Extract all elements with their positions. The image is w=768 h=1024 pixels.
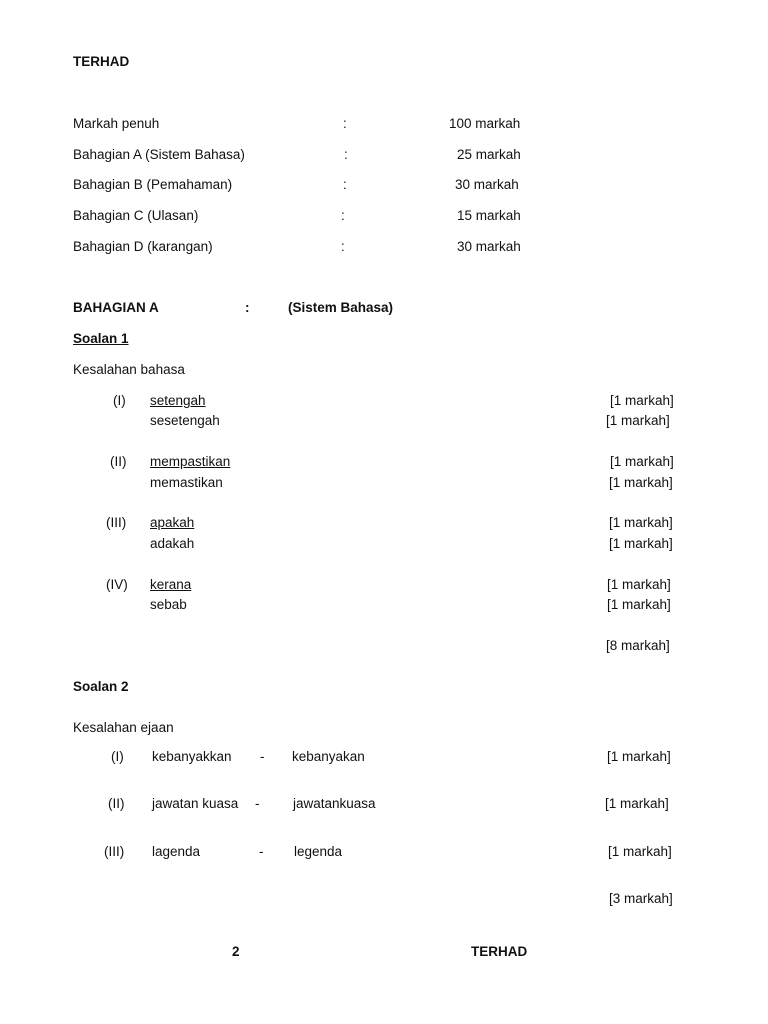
summary-separator: :	[343, 116, 347, 131]
mark-label: [1 markah]	[607, 577, 671, 592]
section-subtitle: (Sistem Bahasa)	[288, 300, 394, 315]
mark-label: [1 markah]	[608, 844, 672, 859]
summary-label: Bahagian A (Sistem Bahasa)	[73, 147, 245, 162]
soalan1-subtitle: Kesalahan bahasa	[73, 362, 185, 377]
summary-separator: :	[343, 177, 347, 192]
mark-label: [1 markah]	[610, 454, 674, 469]
footer-classification: TERHAD	[471, 944, 528, 959]
correct-word: adakah	[150, 536, 195, 551]
wrong-spelling: kebanyakkan	[152, 749, 232, 764]
soalan2-total: [3 markah]	[609, 891, 673, 906]
correct-word: sebab	[150, 597, 187, 612]
soalan2-subtitle: Kesalahan ejaan	[73, 720, 174, 735]
mark-label: [1 markah]	[607, 749, 671, 764]
soalan1-title: Soalan 1	[73, 331, 129, 346]
summary-label: Bahagian D (karangan)	[73, 239, 213, 254]
mark-label: [1 markah]	[606, 413, 670, 428]
soalan1-total: [8 markah]	[606, 638, 670, 653]
summary-value: 30 markah	[455, 177, 519, 192]
wrong-spelling: jawatan kuasa	[152, 796, 239, 811]
correct-word: sesetengah	[150, 413, 220, 428]
wrong-word: setengah	[150, 393, 206, 408]
item-number: (III)	[106, 515, 127, 530]
item-number: (IV)	[106, 577, 128, 592]
item-number: (II)	[108, 796, 125, 811]
correct-spelling: jawatankuasa	[293, 796, 376, 811]
soalan2-title: Soalan 2	[73, 679, 129, 694]
dash-separator: -	[255, 796, 260, 811]
dash-separator: -	[260, 749, 265, 764]
summary-value: 25 markah	[457, 147, 521, 162]
correct-word: memastikan	[150, 475, 223, 490]
section-title: BAHAGIAN A	[73, 300, 159, 315]
mark-label: [1 markah]	[609, 475, 673, 490]
header-classification: TERHAD	[73, 54, 130, 69]
page-number: 2	[232, 944, 240, 959]
summary-value: 100 markah	[449, 116, 521, 131]
correct-spelling: legenda	[294, 844, 343, 859]
item-number: (I)	[113, 393, 126, 408]
mark-label: [1 markah]	[607, 597, 671, 612]
item-number: (I)	[111, 749, 124, 764]
correct-spelling: kebanyakan	[292, 749, 365, 764]
dash-separator: -	[259, 844, 264, 859]
summary-separator: :	[344, 147, 348, 162]
summary-label: Markah penuh	[73, 116, 160, 131]
mark-label: [1 markah]	[609, 536, 673, 551]
summary-label: Bahagian C (Ulasan)	[73, 208, 199, 223]
wrong-spelling: lagenda	[152, 844, 201, 859]
section-separator: :	[245, 300, 250, 315]
wrong-word: mempastikan	[150, 454, 231, 469]
summary-value: 30 markah	[457, 239, 521, 254]
summary-separator: :	[341, 208, 345, 223]
wrong-word: apakah	[150, 515, 195, 530]
summary-separator: :	[341, 239, 345, 254]
wrong-word: kerana	[150, 577, 192, 592]
item-number: (III)	[104, 844, 125, 859]
mark-label: [1 markah]	[610, 393, 674, 408]
mark-label: [1 markah]	[605, 796, 669, 811]
summary-label: Bahagian B (Pemahaman)	[73, 177, 233, 192]
summary-value: 15 markah	[457, 208, 521, 223]
mark-label: [1 markah]	[609, 515, 673, 530]
item-number: (II)	[110, 454, 127, 469]
